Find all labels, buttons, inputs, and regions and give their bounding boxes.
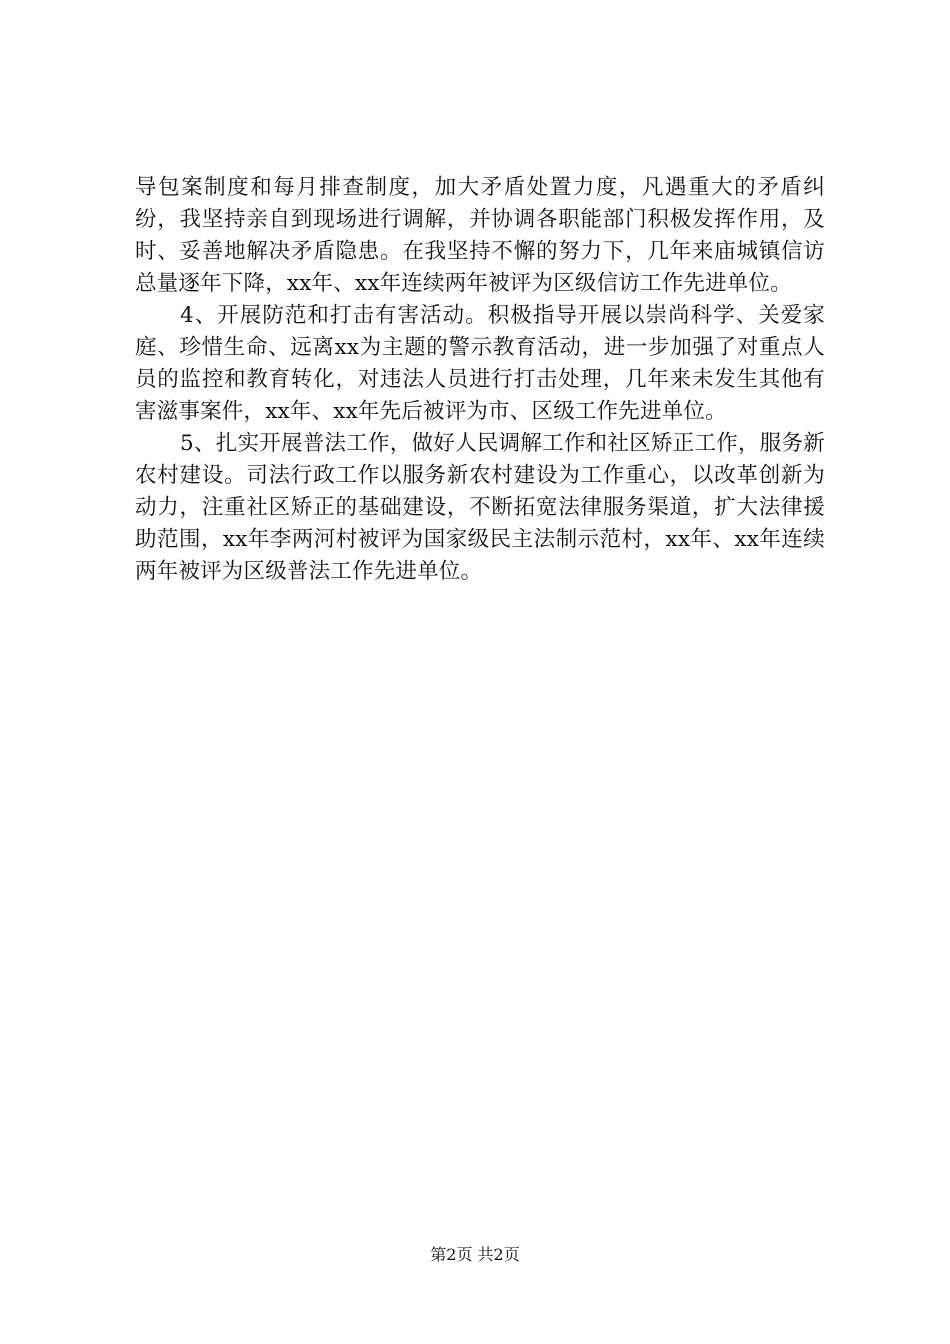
paragraph-item-4: 4、开展防范和打击有害活动。积极指导开展以崇尚科学、关爱家庭、珍惜生命、远离xx为主题的警示教育活动，进一步加强了对重点人员的监控和教育转化，对违法人员进行打击处理，几年来未发生其他有害滋事案件，xx年、xx年先后被评为市、区级工作先进单位。 (135, 303, 825, 424)
document-body (135, 172, 825, 588)
page-number-footer: 第2页 共2页 (430, 1245, 520, 1264)
paragraph-continued: 导包案制度和每月排查制度，加大矛盾处置力度，凡遇重大的矛盾纠纷，我坚持亲自到现场进行调解，并协调各职能部门积极发挥作用，及时、妥善地解决矛盾隐患。在我坚持不懈的努力下，几年来庙城镇信访总量逐年下降，xx年、xx年连续两年被评为区级信访工作先进单位。 (135, 175, 825, 296)
paragraph-item-5: 5、扎实开展普法工作，做好人民调解工作和社区矫正工作，服务新农村建设。司法行政工作以服务新农村建设为工作重心，以改革创新为动力，注重社区矫正的基础建设，不断拓宽法律服务渠道，扩大法律援助范围，xx年李两河村被评为国家级民主法制示范村，xx年、xx年连续两年被评为区级普法工作先进单位。 (135, 431, 825, 584)
